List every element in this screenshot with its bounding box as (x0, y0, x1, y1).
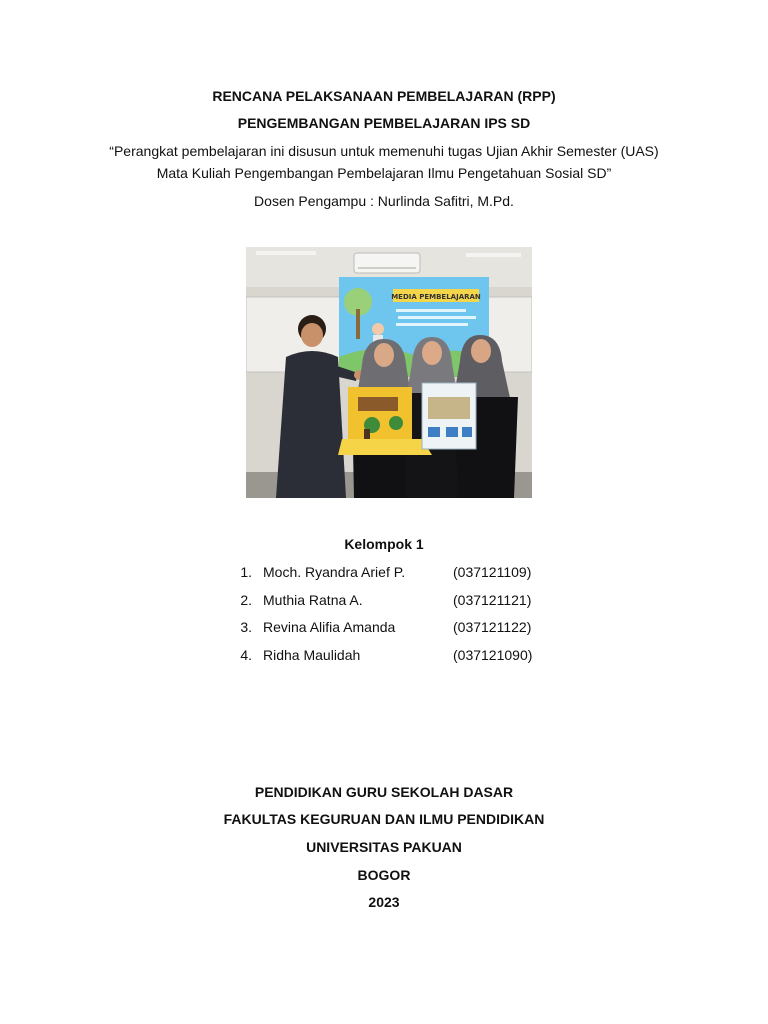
purpose-line-2: Mata Kuliah Pengembangan Pembelajaran Ilmu Pengetahuan Sosial SD” (156, 165, 612, 181)
member-name: Revina Alifia Amanda (263, 619, 396, 635)
lecturer-line: Dosen Pengampu : Nurlinda Safitri, M.Pd. (254, 193, 514, 209)
member-id: (037121122) (453, 619, 532, 635)
member-number: 1. (240, 564, 252, 580)
member-name: Muthia Ratna A. (263, 592, 363, 608)
member-row (0, 591, 768, 609)
faculty-name: FAKULTAS KEGURUAN DAN ILMU PENDIDIKAN (223, 811, 545, 827)
member-number: 2. (240, 592, 252, 608)
purpose-line-1: “Perangkat pembelajaran ini disusun untuk memenuhi tugas Ujian Akhir Semester (UAS) (109, 143, 659, 159)
member-row (0, 618, 768, 636)
document-subtitle: PENGEMBANGAN PEMBELAJARAN IPS SD (237, 115, 531, 131)
member-id: (037121121) (453, 592, 532, 608)
university-name: UNIVERSITAS PAKUAN (306, 839, 462, 855)
member-row (0, 563, 768, 581)
group-title: Kelompok 1 (344, 536, 424, 552)
year: 2023 (368, 894, 400, 910)
member-id: (037121109) (453, 564, 532, 580)
city-name: BOGOR (357, 867, 411, 883)
group-photo (246, 247, 532, 498)
member-number: 3. (240, 619, 252, 635)
member-id: (037121090) (453, 647, 533, 663)
document-title: RENCANA PELAKSANAAN PEMBELAJARAN (RPP) (212, 88, 556, 104)
member-number: 4. (240, 647, 252, 663)
member-row (0, 646, 768, 664)
member-name: Moch. Ryandra Arief P. (263, 564, 406, 580)
study-program: PENDIDIKAN GURU SEKOLAH DASAR (254, 784, 514, 800)
screen-caption: MEDIA PEMBELAJARAN (391, 293, 481, 301)
member-name: Ridha Maulidah (263, 647, 361, 663)
